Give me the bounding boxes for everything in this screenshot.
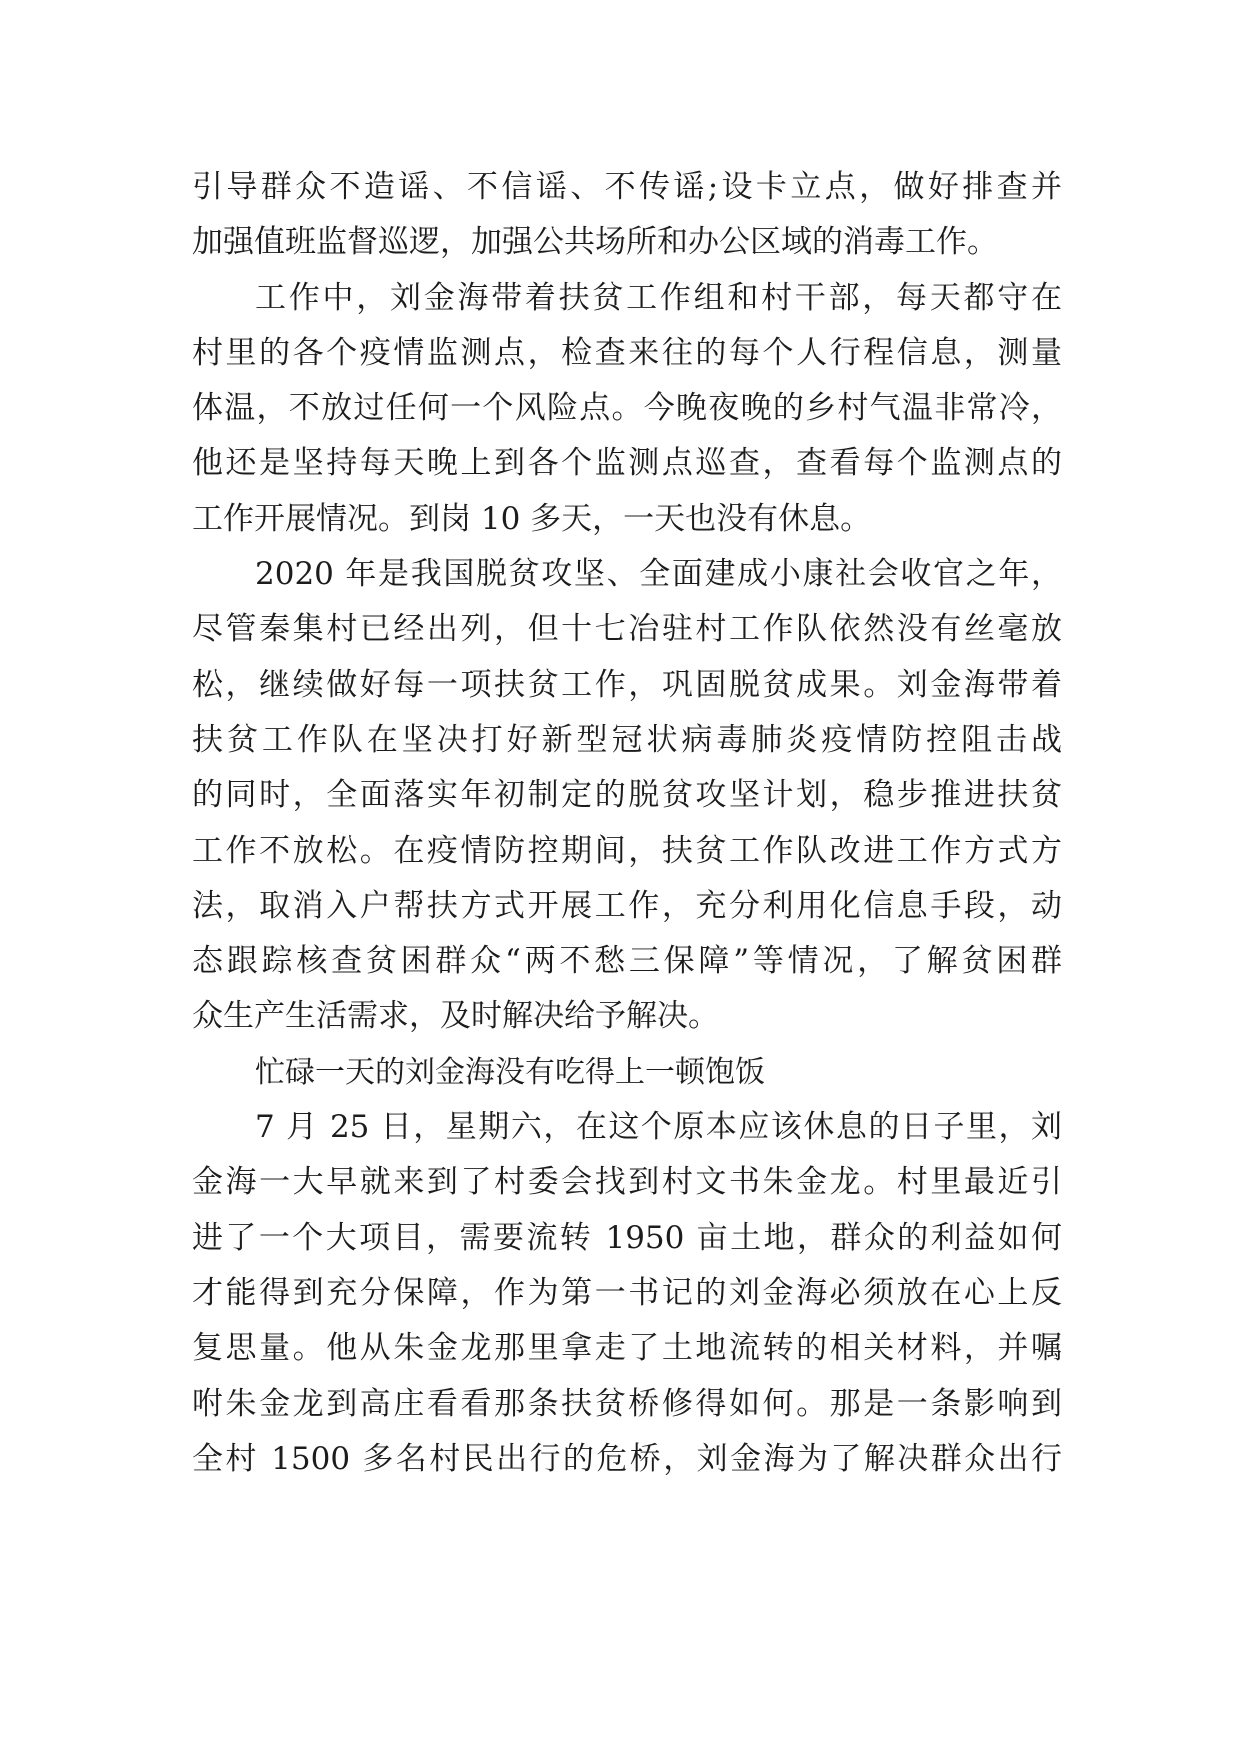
text-line: 进了一个大项目，需要流转 1950 亩土地，群众的利益如何 — [192, 1219, 1062, 1256]
text-line: 才能得到充分保障，作为第一书记的刘金海必须放在心上反 — [192, 1274, 1062, 1311]
text-line: 尽管秦集村已经出列，但十七冶驻村工作队依然没有丝毫放 — [192, 611, 1062, 648]
document-body — [192, 160, 1062, 1487]
text-line: 态跟踪核查贫困群众“两不愁三保障”等情况，了解贫困群 — [192, 943, 1062, 980]
text-line: 引导群众不造谣、不信谣、不传谣;设卡立点，做好排查并 — [192, 169, 1062, 205]
text-line: 村里的各个疫情监测点，检查来往的每个人行程信息，测量 — [192, 334, 1062, 371]
text-line: 的同时，全面落实年初制定的脱贫攻坚计划，稳步推进扶贫 — [192, 777, 1062, 814]
paragraph-first-line: 2020 年是我国脱贫攻坚、全面建成小康社会收官之年， — [255, 556, 1062, 593]
paragraph-first-line: 工作中，刘金海带着扶贫工作组和村干部，每天都守在 — [255, 279, 1062, 316]
section-heading: 忙碌一天的刘金海没有吃得上一顿饱饭 — [255, 1054, 765, 1090]
text-line: 扶贫工作队在坚决打好新型冠状病毒肺炎疫情防控阻击战 — [192, 721, 1062, 758]
text-line: 法，取消入户帮扶方式开展工作，充分利用化信息手段，动 — [192, 887, 1062, 924]
text-line: 全村 1500 多名村民出行的危桥，刘金海为了解决群众出行 — [192, 1440, 1062, 1477]
text-line: 体温，不放过任何一个风险点。今晚夜晚的乡村气温非常冷， — [192, 390, 1062, 427]
text-line: 他还是坚持每天晚上到各个监测点巡查，查看每个监测点的 — [192, 445, 1062, 482]
text-line: 工作不放松。在疫情防控期间，扶贫工作队改进工作方式方 — [192, 832, 1062, 869]
text-line: 金海一大早就来到了村委会找到村文书朱金龙。村里最近引 — [192, 1164, 1062, 1201]
text-line: 咐朱金龙到高庄看看那条扶贫桥修得如何。那是一条影响到 — [192, 1385, 1062, 1422]
text-line: 工作开展情况。到岗 10 多天，一天也没有休息。 — [192, 500, 872, 537]
paragraph-first-line: 7 月 25 日，星期六，在这个原本应该休息的日子里，刘 — [255, 1109, 1062, 1146]
text-line: 复思量。他从朱金龙那里拿走了土地流转的相关材料，并嘱 — [192, 1330, 1062, 1367]
text-line: 加强值班监督巡逻，加强公共场所和办公区域的消毒工作。 — [192, 224, 998, 261]
text-line: 松，继续做好每一项扶贫工作，巩固脱贫成果。刘金海带着 — [192, 666, 1062, 703]
text-line: 众生产生活需求，及时解决给予解决。 — [192, 998, 719, 1035]
